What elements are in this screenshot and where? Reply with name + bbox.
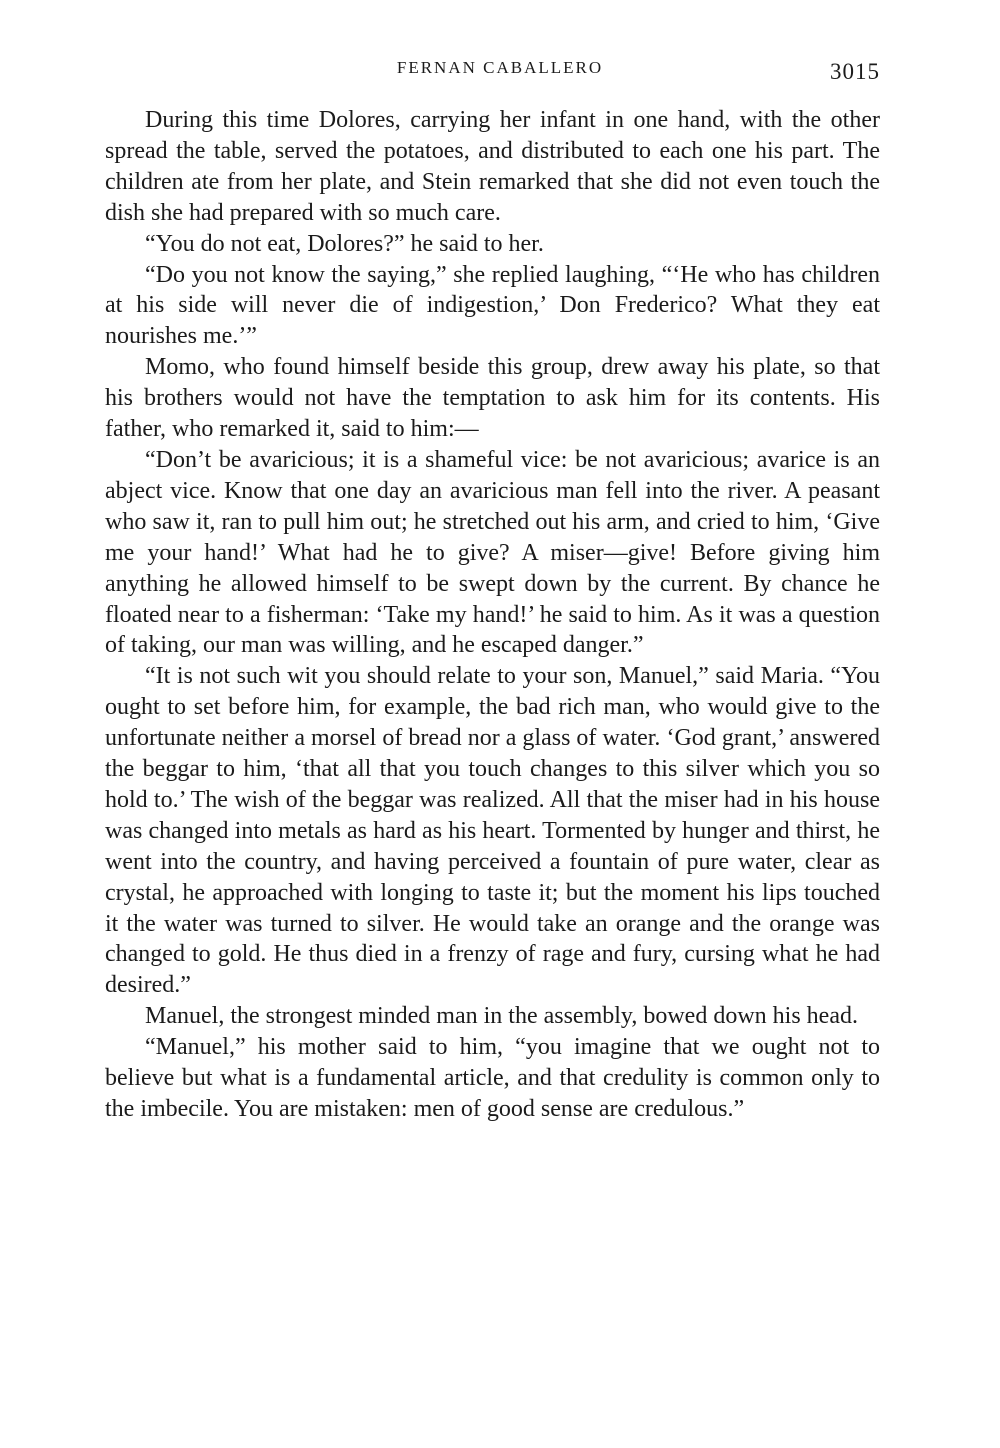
paragraph: “Manuel,” his mother said to him, “you imagine that we ought not to believe but what is a fundamental article, and that credulity is common only to the imbecile. You are mistaken: men of good sense are credulous.” bbox=[105, 1034, 880, 1122]
paragraph: During this time Dolores, carrying her infant in one hand, with the other spread the table, served the potatoes, and distributed to each one his part. The children ate from her plate, and Stein remarked that she did not even touch the dish she had prepared with so much care. bbox=[105, 107, 880, 226]
paragraph: “Don’t be avaricious; it is a shameful vice: be not avaricious; avarice is an abject vice. Know that one day an avaricious man fell into the river. A peasant who saw it, ran to pull him out; he stretched out his arm, and cried to him, ‘Give me your hand!’ What had he to give? A miser—give! Before giving him anything he allowed himself to be swept down by the current. By chance he floated near to a fisherman: ‘Take my hand!’ he said to him. As it was a question of taking, our man was willing, and he escaped danger.” bbox=[105, 446, 880, 659]
paragraph: “Do you not know the saying,” she replied laughing, “‘He who has children at his side will never die of indigestion,’ Don Frederico? What they eat nourishes me.’” bbox=[105, 261, 880, 350]
paragraph: “It is not such wit you should relate to your son, Manuel,” said Maria. “You ought to set before him, for example, the bad rich man, who would give to the unfortunate neither a morsel of bread nor a glass of water. ‘God grant,’ answered the beggar to him, ‘that all that you touch changes to this silver which you so hold to.’ The wish of the beggar was realized. All that the miser had in his house was changed into metals as hard as his heart. Tormented by hunger and thirst, he went into the country, and having perceived a fountain of pure water, clear as crystal, he approached with longing to taste it; but the moment his lips touched it the water was turned to silver. He would take an orange and the orange was changed to gold. He thus died in a frenzy of rage and fury, cursing what he had desired.” bbox=[105, 663, 880, 999]
text-body bbox=[105, 105, 880, 1125]
paragraph: Momo, who found himself beside this group, drew away his plate, so that his brothers would not have the temptation to ask him for its contents. His father, who remarked it, said to him:— bbox=[105, 354, 880, 443]
running-head bbox=[0, 56, 1000, 86]
paragraph: Manuel, the strongest minded man in the assembly, bowed down his head. bbox=[145, 1003, 858, 1030]
paragraph: “You do not eat, Dolores?” he said to her. bbox=[145, 230, 544, 257]
running-title: FERNAN CABALLERO bbox=[396, 58, 604, 77]
page-number: 3015 bbox=[830, 59, 880, 84]
